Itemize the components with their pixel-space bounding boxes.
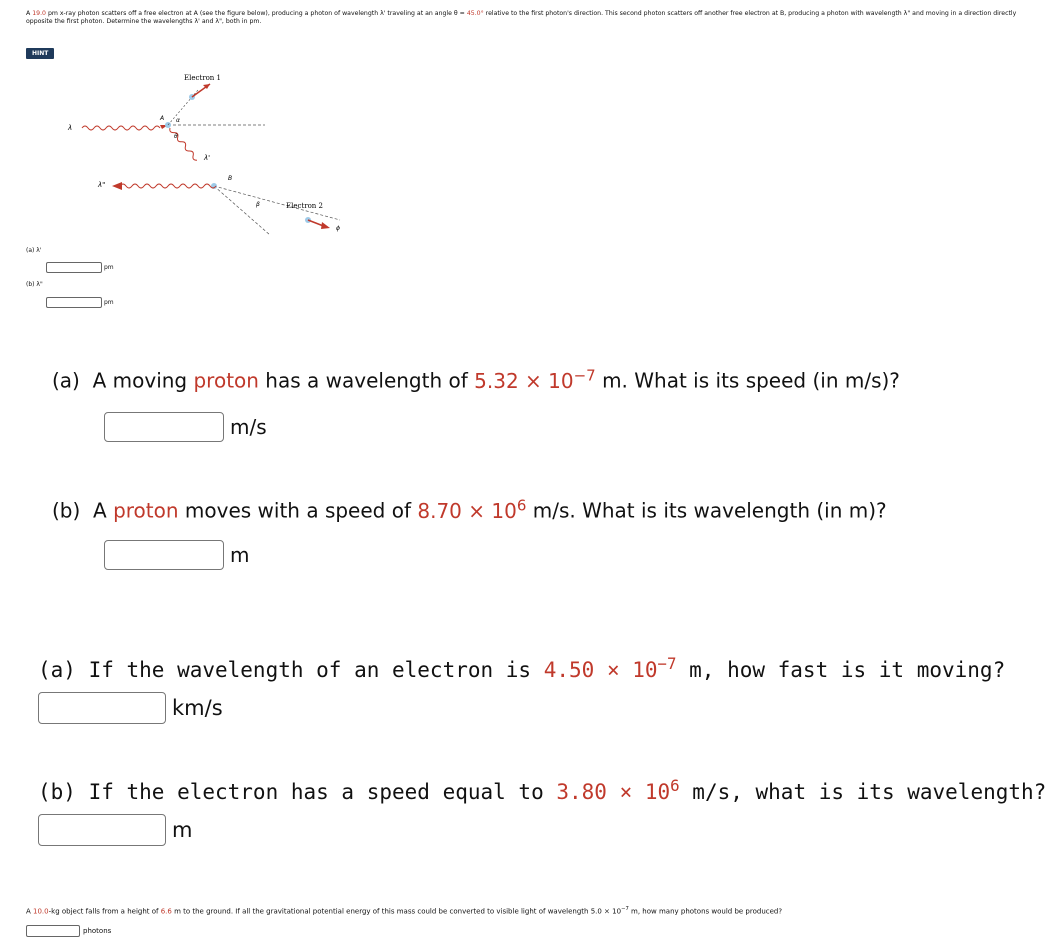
p1-part-a-input[interactable] — [46, 262, 102, 273]
p4-answer-row — [26, 920, 111, 939]
p2-answer-b-unit: m — [230, 543, 250, 567]
p2-answer-a-row — [104, 412, 267, 442]
p1-part-b-input[interactable] — [46, 297, 102, 308]
p3-answer-a-input[interactable] — [38, 692, 166, 724]
label-electron2: Electron 2 — [286, 202, 323, 210]
p2-question-b: (b) A proton moves with a speed of $8.70 \times 10^6$ m/s. What is its wavelength (in m)? — [52, 496, 887, 523]
label-lambda-prime: λ' — [204, 154, 211, 162]
p4-answer-unit: photons — [83, 926, 112, 935]
problem1-text: A 19.0 pm x-ray photon scatters off a free electron at A (see the figure below), producing a photon of wavelength λ' traveling at an angle θ = 45.0° relative to the first photon's direction. This second photon scatters off another free electron at B, producing a photon with wavelength λ" and moving in a direction directly opposite the first photon. Determine the wavelengths λ' and λ", both in pm. — [26, 10, 1017, 25]
p3-question-b: (b) If the electron has a speed equal to $3.80 \times 10^6$ m/s, what is its wavelength? — [38, 776, 1047, 804]
p1-part-a-row — [46, 257, 114, 276]
p2-answer-a-unit: m/s — [230, 415, 267, 439]
reference-line-c — [214, 186, 270, 235]
label-lambda-dprime: λ" — [98, 181, 106, 189]
label-beta: β — [256, 201, 260, 208]
label-theta: θ — [174, 133, 178, 140]
backscatter-arrowhead-icon — [112, 182, 122, 190]
label-lambda: λ — [68, 124, 73, 132]
label-electron1: Electron 1 — [184, 74, 221, 82]
incident-photon-wave — [82, 126, 160, 130]
p3-answer-a-row — [38, 692, 223, 724]
p3-answer-a-unit: km/s — [172, 696, 223, 720]
p1-part-b-row — [46, 292, 114, 311]
label-phi: ϕ — [336, 225, 340, 232]
scattered-photon-wave — [168, 127, 198, 162]
label-a: A — [160, 115, 165, 122]
hint-button[interactable]: HINT — [26, 48, 54, 59]
p3-answer-b-unit: m — [172, 818, 193, 842]
p3-question-a: (a) If the wavelength of an electron is $4.50 \times 10^{-7}$ m, how fast is it moving? — [38, 654, 1006, 682]
p1-part-b-unit: pm — [104, 299, 114, 306]
p2-answer-b-row — [104, 540, 249, 570]
p1-part-a-unit: pm — [104, 264, 114, 271]
p3-answer-b-row — [38, 814, 192, 846]
label-b: B — [228, 175, 233, 182]
p4-question: A 10.0-kg object falls from a height of 6.6 m to the ground. If all the gravitational potential energy of this mass could be converted to visible light of wavelength $5.0 \times 10^{-7}$ m, how many photons would be produced? — [26, 906, 783, 916]
p1-part-a-label: (a) λ' — [26, 247, 42, 254]
p4-answer-input[interactable] — [26, 925, 80, 937]
p1-part-b-label: (b) λ" — [26, 281, 43, 288]
p3-answer-b-input[interactable] — [38, 814, 166, 846]
p2-answer-a-input[interactable] — [104, 412, 224, 442]
p2-question-a: (a) A moving proton has a wavelength of $5.32 \times 10^{-7}$ m. What is its speed (in m/s)? — [52, 366, 900, 393]
label-alpha: α — [176, 117, 180, 124]
compton-scattering-figure — [60, 70, 360, 240]
p2-answer-b-input[interactable] — [104, 540, 224, 570]
electron2-arrowhead-icon — [321, 222, 330, 229]
backscattered-photon-wave — [120, 184, 216, 188]
